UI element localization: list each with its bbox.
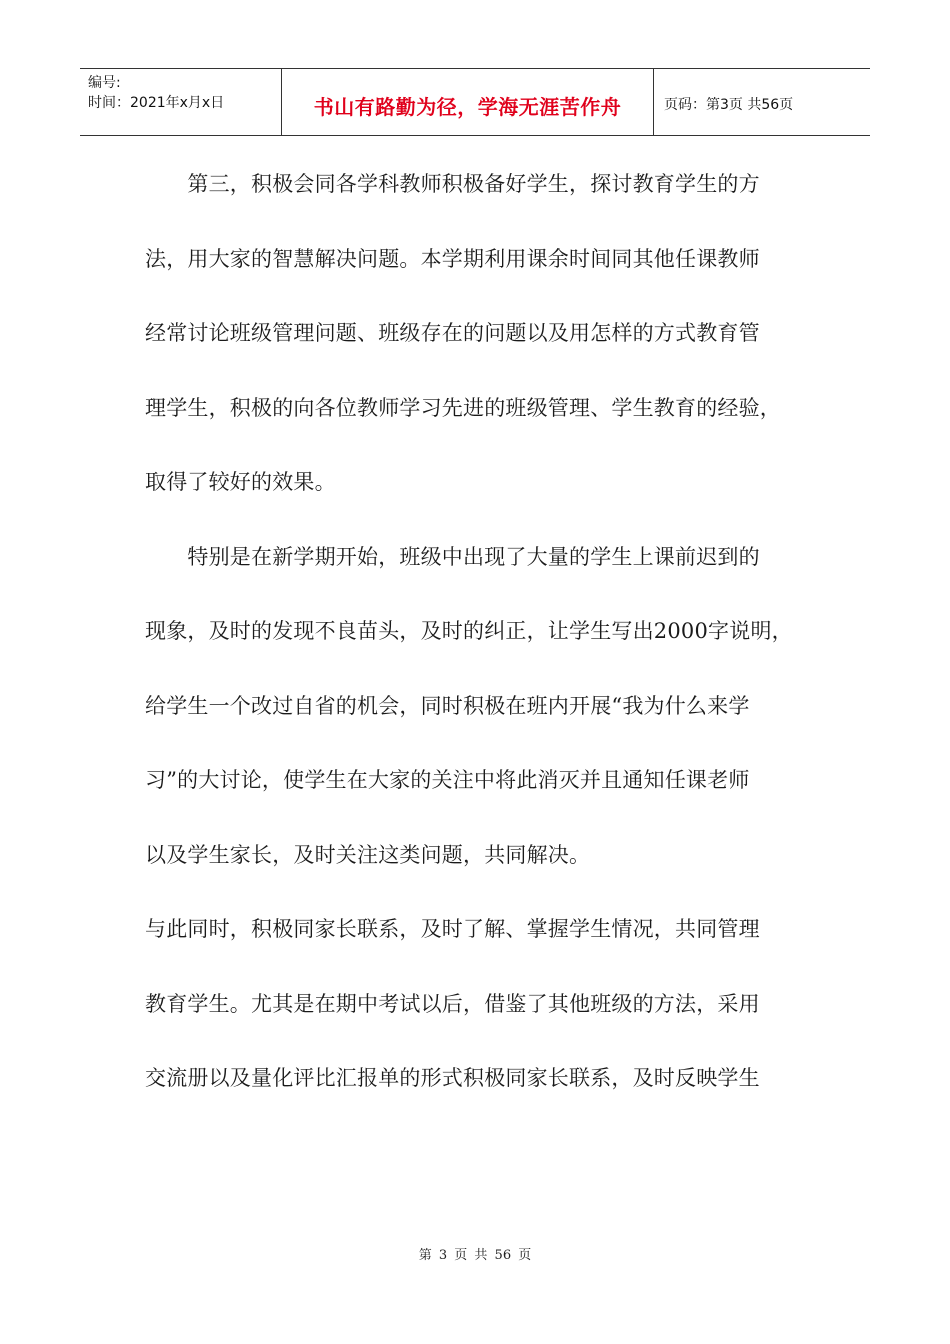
document-time-label: 时间：2021年x月x日 bbox=[88, 95, 225, 111]
header-motto: 书山有路勤为径，学海无涯苦作舟 bbox=[313, 94, 622, 119]
body-line: 教育学生。尤其是在期中考试以后，借鉴了其他班级的方法，采用 bbox=[145, 991, 760, 1016]
header-meta bbox=[80, 69, 282, 135]
body-line: 法，用大家的智慧解决问题。本学期利用课余时间同其他任课教师 bbox=[145, 246, 760, 271]
body-line: 特别是在新学期开始，班级中出现了大量的学生上课前迟到的 bbox=[145, 544, 760, 569]
header-page-info-cell bbox=[654, 69, 870, 135]
body-line: 取得了较好的效果。 bbox=[145, 470, 336, 494]
body-line: 与此同时，积极同家长联系，及时了解、掌握学生情况，共同管理 bbox=[145, 917, 760, 941]
footer-page-number: 第 3 页 共 56 页 bbox=[418, 1248, 532, 1263]
document-header bbox=[80, 68, 870, 136]
body-line: 现象，及时的发现不良苗头，及时的纠正，让学生写出2000字说明， bbox=[145, 619, 793, 643]
body-line: 理学生，积极的向各位教师学习先进的班级管理、学生教育的经验， bbox=[145, 395, 781, 420]
document-body bbox=[145, 155, 810, 1124]
body-line: 以及学生家长，及时关注这类问题，共同解决。 bbox=[145, 842, 591, 867]
body-line: 经常讨论班级管理问题、班级存在的问题以及用怎样的方式教育管 bbox=[145, 321, 760, 345]
page-footer bbox=[0, 1244, 950, 1263]
body-line: 给学生一个改过自省的机会，同时积极在班内开展“我为什么来学 bbox=[145, 693, 750, 718]
document-number-label: 编号: bbox=[88, 75, 121, 91]
header-motto-cell bbox=[282, 69, 654, 135]
body-line: 交流册以及量化评比汇报单的形式积极同家长联系，及时反映学生 bbox=[145, 1066, 760, 1090]
body-line: 习”的大讨论，使学生在大家的关注中将此消灭并且通知任课老师 bbox=[145, 768, 750, 792]
body-line: 第三，积极会同各学科教师积极备好学生，探讨教育学生的方 bbox=[145, 172, 760, 196]
header-page-info: 页码：第3页 共56页 bbox=[664, 97, 794, 113]
